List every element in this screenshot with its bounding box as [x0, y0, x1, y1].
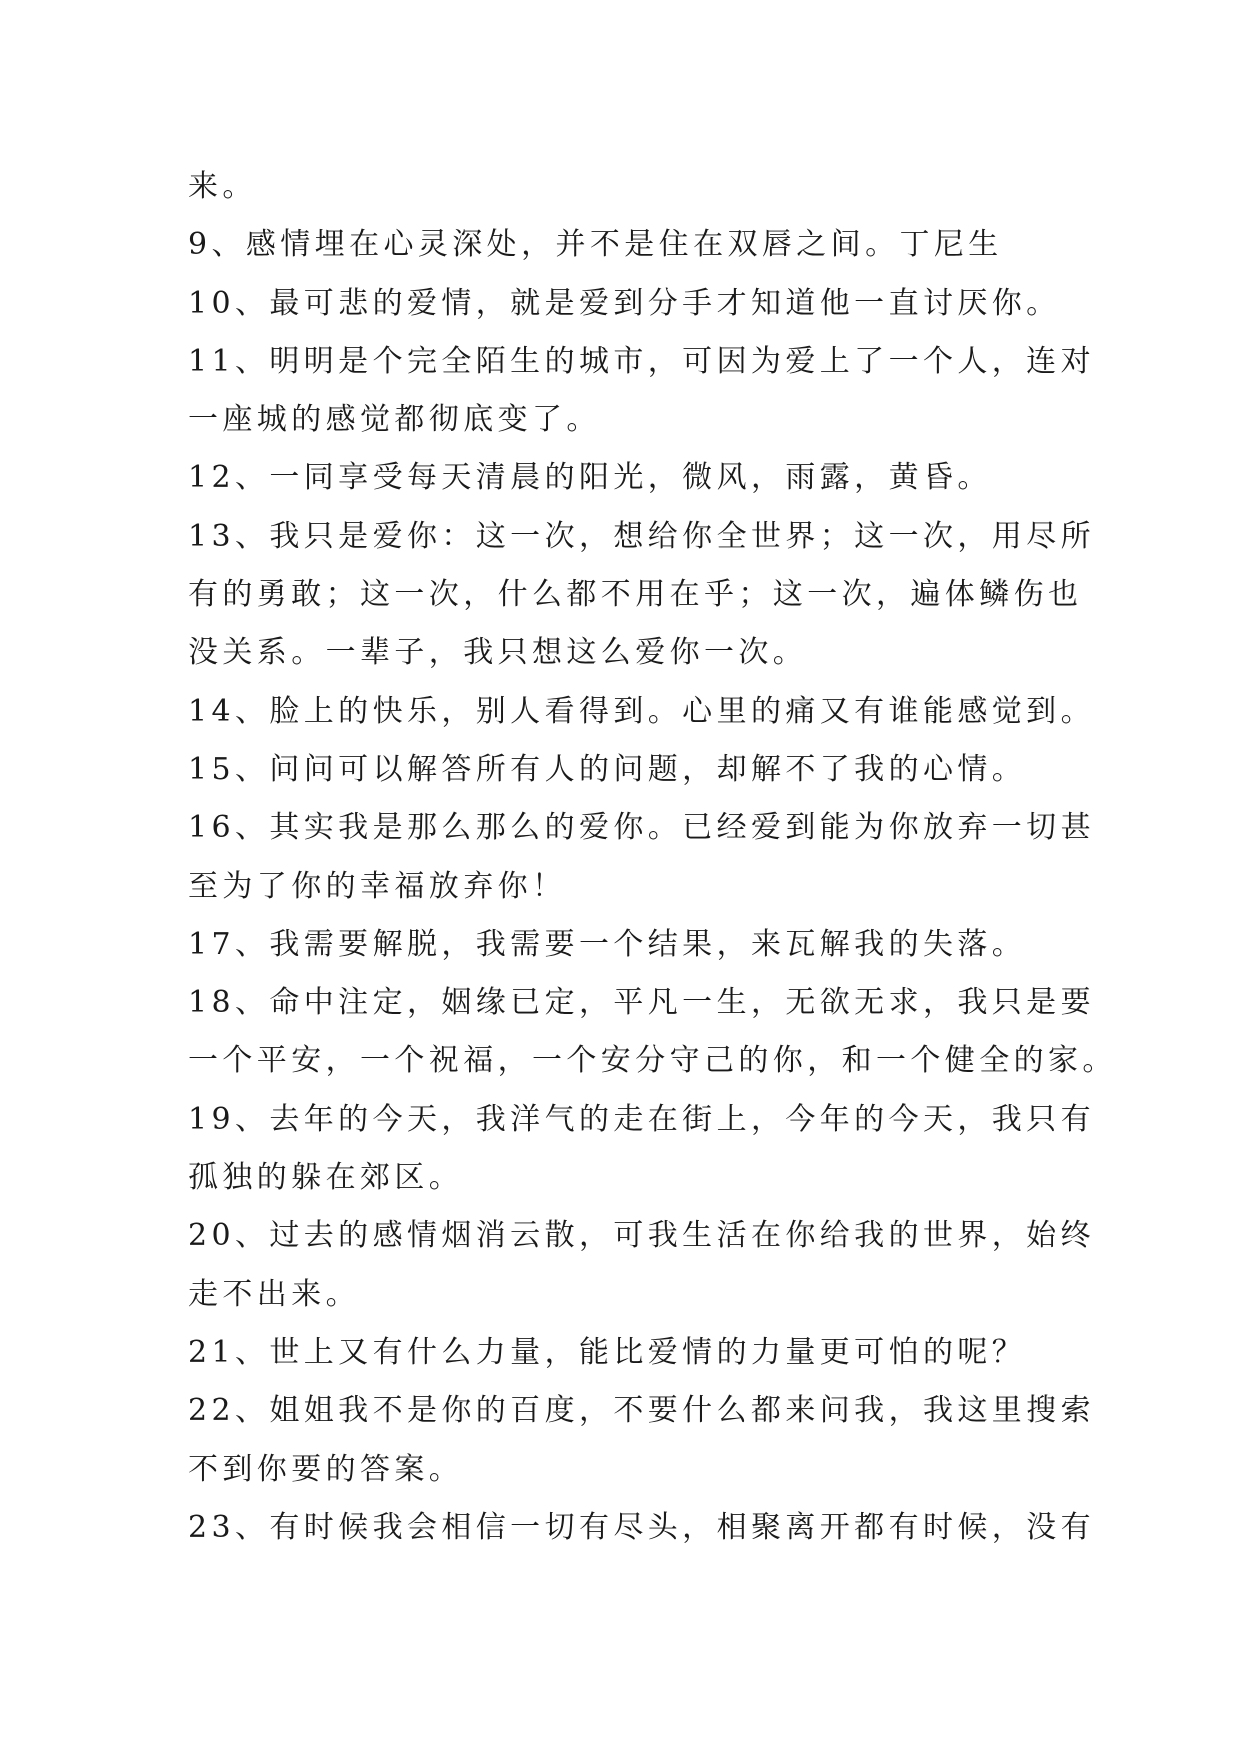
text-line: 17、我需要解脱，我需要一个结果，来瓦解我的失落。: [188, 926, 1027, 962]
text-line: 13、我只是爱你：这一次，想给你全世界；这一次，用尽所: [188, 518, 1095, 554]
text-line: 有的勇敢；这一次，什么都不用在乎；这一次，遍体鳞伤也: [188, 577, 1083, 613]
text-line: 20、过去的感情烟消云散，可我生活在你给我的世界，始终: [188, 1218, 1095, 1254]
text-line: 21、世上又有什么力量，能比爱情的力量更可怕的呢？: [188, 1334, 1027, 1370]
text-line: 不到你要的答案。: [188, 1451, 464, 1487]
body-text: [188, 158, 1117, 1557]
text-line: 没关系。一辈子，我只想这么爱你一次。: [188, 635, 808, 671]
text-line: 一座城的感觉都彻底变了。: [188, 402, 601, 438]
text-line: 11、明明是个完全陌生的城市，可因为爱上了一个人，连对: [188, 343, 1095, 379]
text-line: 18、命中注定，姻缘已定，平凡一生，无欲无求，我只是要: [188, 985, 1095, 1021]
text-line: 14、脸上的快乐，别人看得到。心里的痛又有谁能感觉到。: [188, 693, 1095, 729]
text-line: 孤独的躲在郊区。: [188, 1160, 464, 1196]
text-line: 来。: [188, 169, 257, 204]
text-line: 16、其实我是那么那么的爱你。已经爱到能为你放弃一切甚: [188, 810, 1095, 846]
text-line: 19、去年的今天，我洋气的走在街上，今年的今天，我只有: [188, 1101, 1095, 1137]
text-line: 9、感情埋在心灵深处，并不是住在双唇之间。丁尼生: [188, 227, 1003, 263]
text-line: 15、问问可以解答所有人的问题，却解不了我的心情。: [188, 751, 1027, 787]
text-line: 走不出来。: [188, 1276, 360, 1312]
text-line: 23、有时候我会相信一切有尽头，相聚离开都有时候，没有: [188, 1509, 1095, 1545]
text-line: 22、姐姐我不是你的百度，不要什么都来问我，我这里搜索: [188, 1393, 1095, 1429]
text-line: 10、最可悲的爱情，就是爱到分手才知道他一直讨厌你。: [188, 285, 1061, 321]
text-line: 至为了你的幸福放弃你！: [188, 868, 567, 904]
text-line: 一个平安，一个祝福，一个安分守己的你，和一个健全的家。: [188, 1043, 1117, 1079]
text-line: 12、一同享受每天清晨的阳光，微风，雨露，黄昏。: [188, 460, 992, 496]
